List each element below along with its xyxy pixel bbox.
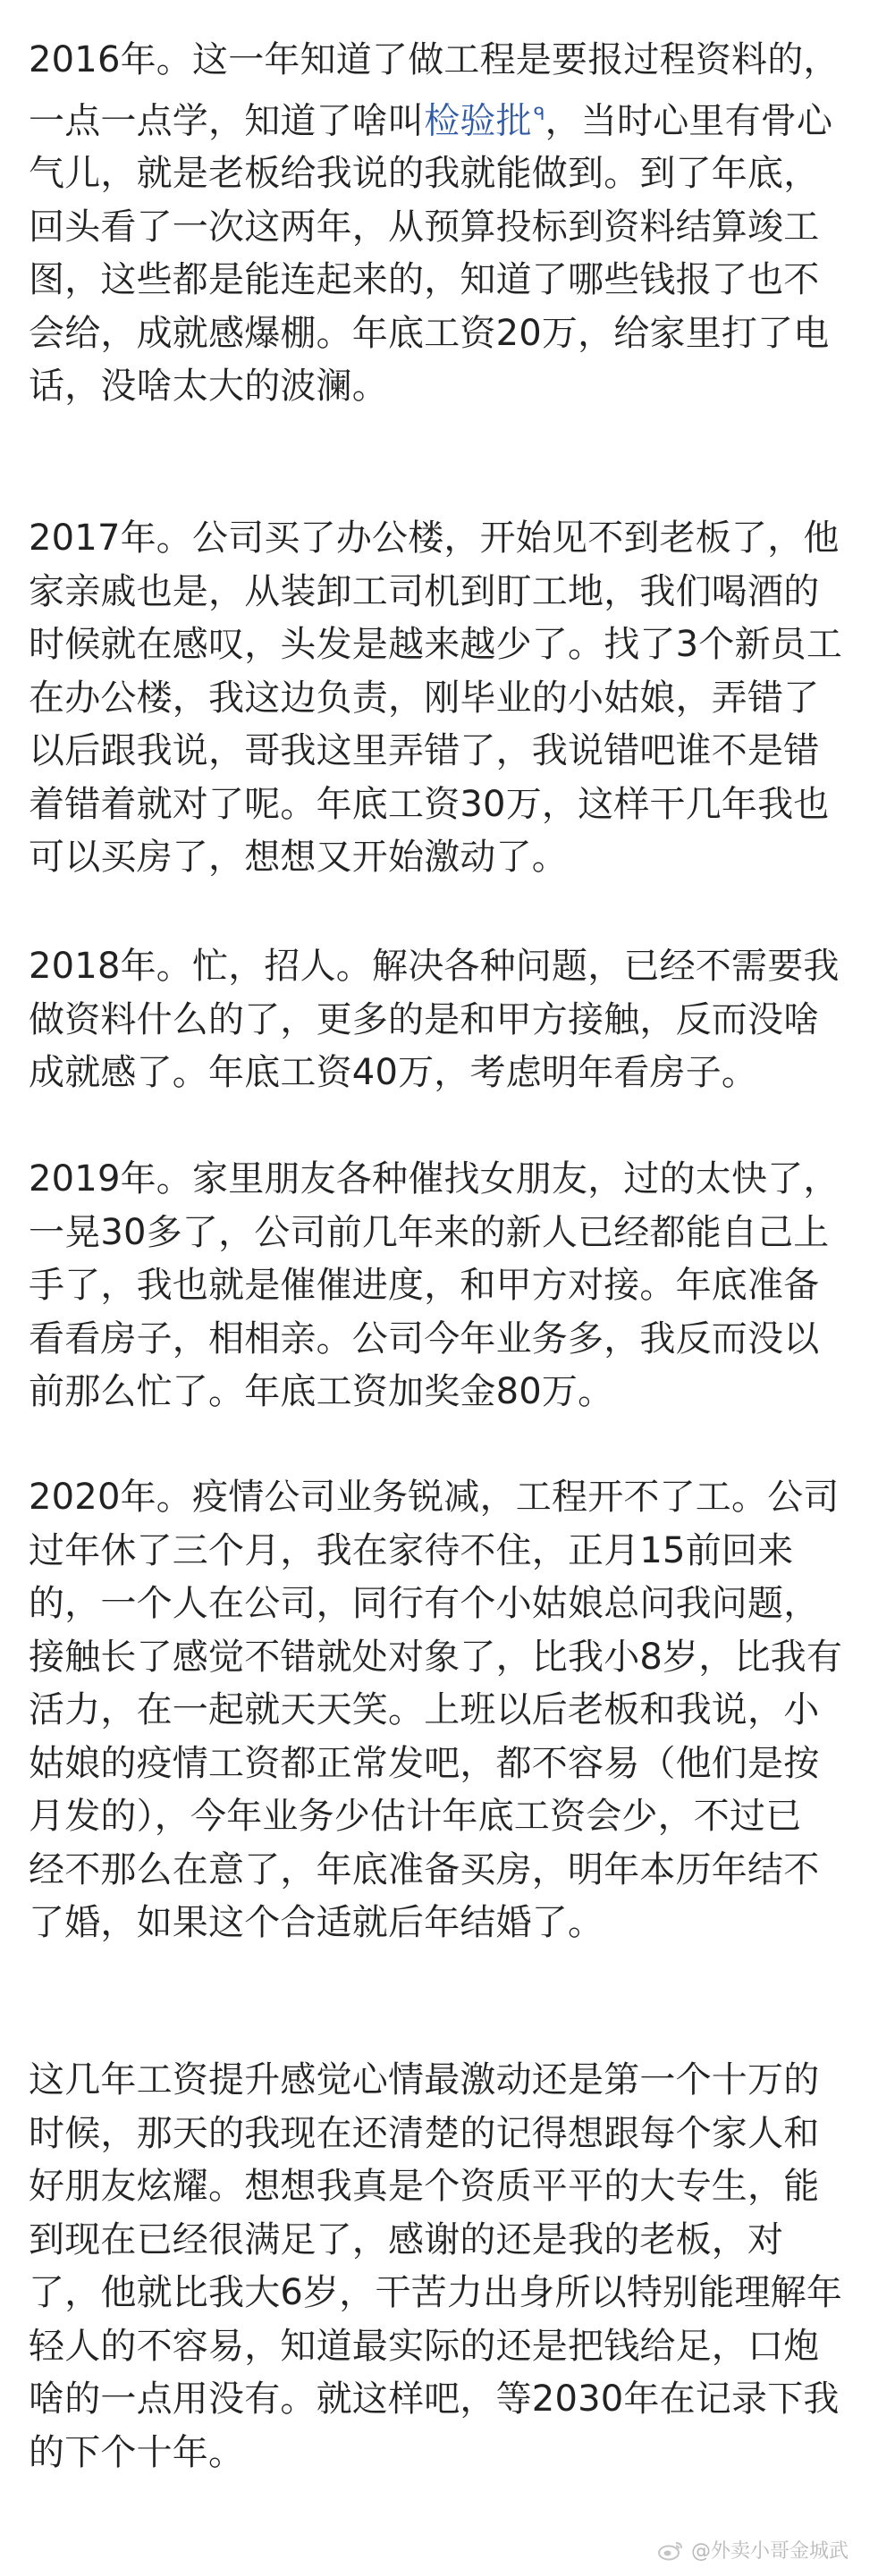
text-line: 到现在已经很满足了，感谢的还是我的老板，对 xyxy=(29,2218,784,2260)
text-line: 这几年工资提升感觉心情最激动还是第一个十万的 xyxy=(29,2059,820,2100)
text-line: 时候就在感叹，头发是越来越少了。找了3个新员工 xyxy=(29,624,843,665)
text-line: 图，这些都是能连起来的，知道了哪些钱报了也不 xyxy=(29,259,820,301)
paragraph-reflection xyxy=(29,2054,873,2479)
text-line: 着错着就对了呢。年底工资30万，这样干几年我也 xyxy=(29,783,830,825)
text-line: 看看房子，相相亲。公司今年业务多，我反而没以 xyxy=(29,1317,820,1360)
text-line: 好朋友炫耀。想想我真是个资质平平的大专生，能 xyxy=(29,2166,820,2207)
inspection-batch-link[interactable]: 检验批 xyxy=(424,99,532,141)
text-line: 回头看了一次这两年，从预算投标到资料结算竣工 xyxy=(29,206,820,248)
paragraph-2017 xyxy=(29,512,873,885)
text-line: 手了，我也就是催催进度，和甲方对接。年底准备 xyxy=(29,1265,820,1306)
watermark xyxy=(657,2536,849,2563)
text-line: 时候，那天的我现在还清楚的记得想跟每个家人和 xyxy=(29,2112,820,2154)
search-link-icon[interactable]: ᑫ xyxy=(533,102,545,124)
text-line: 2018年。忙，招人。解决各种问题，已经不需要我 xyxy=(29,946,840,987)
paragraph-2019 xyxy=(29,1153,873,1419)
watermark-text: @外卖小哥金城武 xyxy=(690,2540,849,2563)
text-line: 气儿，就是老板给我说的我就能做到。到了年底， xyxy=(29,153,820,195)
text-line: 经不那么在意了，年底准备买房，明年本历年结不 xyxy=(29,1848,820,1890)
text-line: 过年休了三个月，我在家待不住，正月15前回来 xyxy=(29,1529,794,1571)
text-line: 2020年。疫情公司业务锐减，工程开不了工。公司 xyxy=(29,1477,840,1518)
text-line: 前那么忙了。年底工资加奖金80万。 xyxy=(29,1371,614,1412)
text-line: 了婚，如果这个合适就后年结婚了。 xyxy=(29,1902,604,1943)
text-line: 2019年。家里朋友各种催找女朋友，过的太快了， xyxy=(29,1158,840,1200)
text-line: 会给，成就感爆棚。年底工资20万，给家里打了电 xyxy=(29,312,830,354)
weibo-icon xyxy=(657,2539,684,2561)
text-line: 2017年。公司买了办公楼，开始见不到老板了，他 xyxy=(29,518,840,559)
text-line: 月发的），今年业务少估计年底工资会少，不过已 xyxy=(29,1796,802,1837)
text-line: 2016年。这一年知道了做工程是要报过程资料的， xyxy=(29,39,840,80)
text-line: 话，没啥太大的波澜。 xyxy=(29,366,388,408)
text-line: 接触长了感觉不错就处对象了，比我小8岁，比我有 xyxy=(29,1636,843,1678)
text-line: 了，他就比我大6岁，干苦力出身所以特别能理解年 xyxy=(29,2272,843,2313)
text-line: 姑娘的疫情工资都正常发吧，都不容易（他们是按 xyxy=(29,1742,820,1784)
text-segment: ，当时心里有骨心 xyxy=(545,99,833,141)
text-line: 在办公楼，我这边负责，刚毕业的小姑娘，弄错了 xyxy=(29,677,820,719)
paragraph-2018 xyxy=(29,940,873,1100)
text-line: 做资料什么的了，更多的是和甲方接触，反而没啥 xyxy=(29,998,820,1040)
text-line: 啥的一点用没有。就这样吧，等2030年在记录下我 xyxy=(29,2378,840,2420)
text-line-with-link xyxy=(29,88,873,148)
text-line: 一晃30多了，公司前几年来的新人已经都能自己上 xyxy=(29,1211,830,1253)
text-line: 成就感了。年底工资40万，考虑明年看房子。 xyxy=(29,1052,758,1093)
text-line: 活力，在一起就天天笑。上班以后老板和我说，小 xyxy=(29,1689,820,1730)
text-line: 轻人的不容易，知道最实际的还是把钱给足，口炮 xyxy=(29,2325,820,2367)
text-segment: 一点一点学，知道了啥叫 xyxy=(29,99,425,141)
text-line: 的，一个人在公司，同行有个小姑娘总问我问题， xyxy=(29,1583,820,1624)
text-line: 家亲戚也是，从装卸工司机到盯工地，我们喝酒的 xyxy=(29,570,820,612)
text-line: 的下个十年。 xyxy=(29,2431,245,2473)
text-line: 以后跟我说，哥我这里弄错了，我说错吧谁不是错 xyxy=(29,730,820,771)
paragraph-2016 xyxy=(29,34,873,414)
paragraph-2020 xyxy=(29,1471,873,1950)
text-line: 可以买房了，想想又开始激动了。 xyxy=(29,837,568,878)
